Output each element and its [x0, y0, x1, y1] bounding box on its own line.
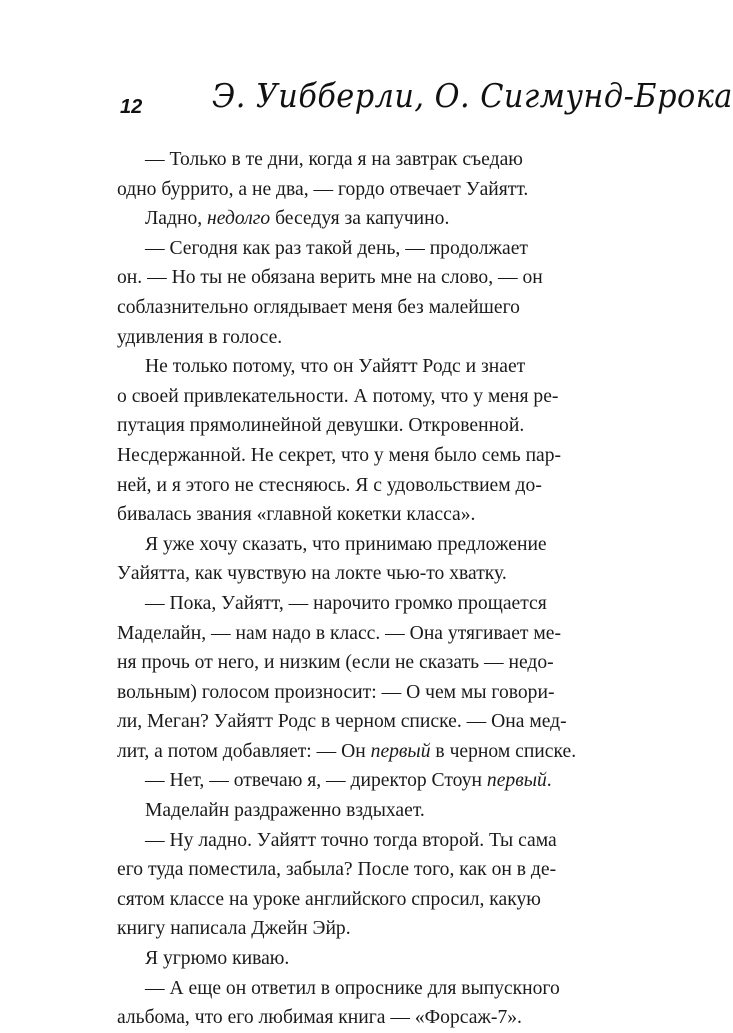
- text-line: вольным) голосом произносит: — О чем мы говори-: [117, 681, 555, 703]
- text-line: Маделайн, — нам надо в класс. — Она утягивает ме-: [117, 622, 562, 644]
- text-line: ня прочь от него, и низким (если не сказать — недо-: [117, 652, 554, 674]
- text-line: — Ну ладно. Уайятт точно тогда второй. Ты сама: [145, 829, 557, 851]
- text-line: — Сегодня как раз такой день, — продолжает: [145, 237, 528, 259]
- body-text: [117, 145, 577, 1033]
- text-line: книгу написала Джейн Эйр.: [117, 918, 351, 940]
- text-line: Не только потому, что он Уайятт Родс и знает: [145, 356, 526, 378]
- text-line: Маделайн раздраженно вздыхает.: [145, 800, 425, 822]
- text-line: Ладно, недолго беседуя за капучино.: [145, 208, 450, 230]
- text-line: Уайятта, как чувствую на локте чью-то хватку.: [117, 563, 507, 585]
- text-line: альбома, что его любимая книга — «Форсаж-7».: [117, 1007, 522, 1029]
- text-line: — Пока, Уайятт, — нарочито громко прощается: [145, 592, 547, 614]
- text-line: лит, а потом добавляет: — Он первый в черном списке.: [117, 740, 577, 762]
- text-line: сятом классе на уроке английского спросил, какую: [117, 888, 541, 910]
- text-line: ли, Меган? Уайятт Родс в черном списке. — Она мед-: [117, 711, 567, 733]
- text-line: он. — Но ты не обязана верить мне на слово, — он: [117, 267, 543, 289]
- page-header: [0, 70, 733, 130]
- text-line: путация прямолинейной девушки. Откровенной.: [117, 415, 525, 437]
- text-line: соблазнительно оглядывает меня без малейшего: [117, 296, 520, 318]
- page-number: 12: [120, 96, 143, 118]
- text-line: — Нет, — отвечаю я, — директор Стоун первый.: [145, 770, 552, 792]
- text-line: — А еще он ответил в опроснике для выпускного: [145, 977, 560, 999]
- text-line: о своей привлекательности. А потому, что у меня ре-: [117, 385, 559, 407]
- text-line: ней, и я этого не стесняюсь. Я с удовольствием до-: [117, 474, 542, 496]
- text-line: — Только в те дни, когда я на завтрак съедаю: [145, 149, 523, 170]
- text-line: Несдержанной. Не секрет, что у меня было семь пар-: [117, 444, 562, 466]
- text-line: Я уже хочу сказать, что принимаю предложение: [145, 533, 547, 555]
- running-head-authors: Э. Уибберли, О. Сигмунд-Брока: [212, 76, 733, 115]
- text-line: его туда поместила, забыла? После того, как он в де-: [117, 859, 557, 881]
- text-line: бивалась звания «главной кокетки класса».: [117, 504, 476, 526]
- text-line: удивления в голосе.: [117, 326, 283, 348]
- text-line: Я угрюмо киваю.: [145, 948, 290, 970]
- text-line: одно буррито, а не два, — гордо отвечает Уайятт.: [117, 178, 529, 200]
